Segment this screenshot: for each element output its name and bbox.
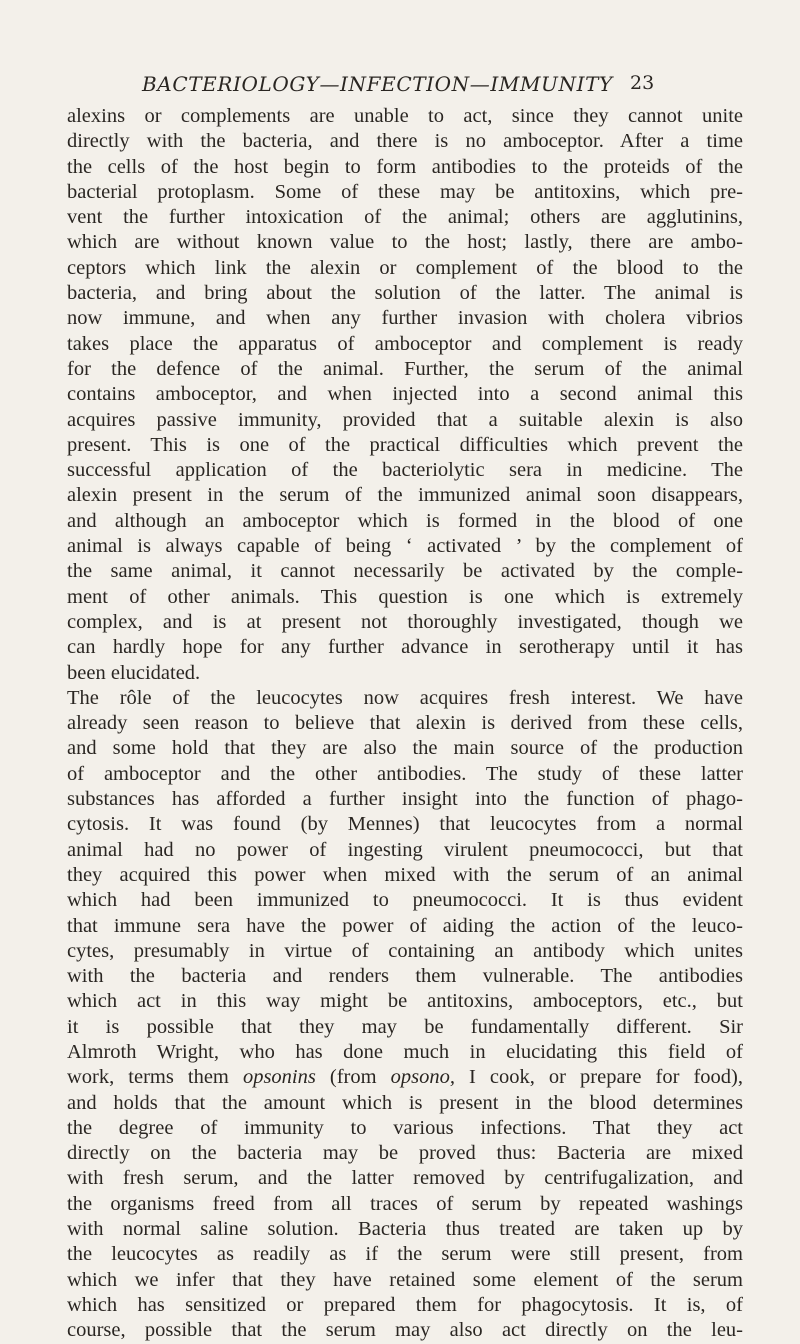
text-line: The rôle of the leucocytes now acquires fresh interest. We have <box>67 686 743 709</box>
text-line: course, possible that the serum may also act directly on the leu- <box>67 1319 743 1342</box>
text-line: cytosis. It was found (by Mennes) that leucocytes from a normal <box>67 813 743 836</box>
text-line: Almroth Wright, who has done much in elucidating this field of <box>67 1040 743 1063</box>
text-line: which act in this way might be antitoxins, amboceptors, etc., but <box>67 990 743 1013</box>
text-line: ment of other animals. This question is one which is extremely <box>67 585 743 608</box>
text-line: substances has afforded a further insight into the function of phago- <box>67 788 743 811</box>
text-line: directly on the bacteria may be proved thus: Bacteria are mixed <box>67 1142 743 1165</box>
text-line: contains amboceptor, and when injected into a second animal this <box>67 383 743 406</box>
text-line: of amboceptor and the other antibodies. The study of these latter <box>67 762 743 785</box>
text-line: and some hold that they are also the main source of the production <box>67 737 743 760</box>
running-title: BACTERIOLOGY—INFECTION—IMMUNITY <box>142 72 613 96</box>
text-line: that immune sera have the power of aiding the action of the leuco- <box>67 914 743 937</box>
text-line: and holds that the amount which is present in the blood determines <box>67 1091 743 1114</box>
page-number: 23 <box>630 72 655 94</box>
text-line: vent the further intoxication of the animal; others are agglutinins, <box>67 206 743 229</box>
paragraph-2 <box>67 686 743 1344</box>
text-line: which are without known value to the host; lastly, there are ambo- <box>67 231 743 254</box>
running-head <box>0 72 800 98</box>
text-line-opsonins <box>67 1065 743 1090</box>
text-line: for the defence of the animal. Further, the serum of the animal <box>67 357 743 380</box>
text-line: the organisms freed from all traces of serum by repeated washings <box>67 1192 743 1215</box>
text-line: been elucidated. <box>67 661 201 684</box>
text-line: the cells of the host begin to form antibodies to the proteids of the <box>67 155 743 178</box>
text-segment: (from <box>315 1066 391 1089</box>
text-line: acquires passive immunity, provided that a suitable alexin is also <box>67 408 743 431</box>
text-line: which has sensitized or prepared them for phagocytosis. It is, of <box>67 1293 743 1316</box>
text-line: directly with the bacteria, and there is no amboceptor. After a time <box>67 130 743 153</box>
text-line: bacterial protoplasm. Some of these may be antitoxins, which pre- <box>67 180 743 203</box>
text-line: can hardly hope for any further advance in serotherapy until it has <box>67 636 743 659</box>
term-opsono: opsono, <box>390 1066 455 1089</box>
text-line: they acquired this power when mixed with the serum of an animal <box>67 863 743 886</box>
text-line: and although an amboceptor which is formed in the blood of one <box>67 509 743 532</box>
text-line: complex, and is at present not thoroughly investigated, though we <box>67 610 743 633</box>
text-line: with the bacteria and renders them vulnerable. The antibodies <box>67 965 743 988</box>
text-line: which had been immunized to pneumococci. It is thus evident <box>67 889 743 912</box>
text-line: the leucocytes as readily as if the serum were still present, from <box>67 1243 743 1266</box>
text-line: with fresh serum, and the latter removed by centrifugalization, and <box>67 1167 743 1190</box>
text-line: already seen reason to believe that alexin is derived from these cells, <box>67 712 743 735</box>
text-line: takes place the apparatus of amboceptor and complement is ready <box>67 332 743 355</box>
text-line: bacteria, and bring about the solution of the latter. The animal is <box>67 282 743 305</box>
text-segment: I cook, or prepare for food), <box>454 1066 743 1089</box>
text-line: successful application of the bacteriolytic sera in medicine. The <box>67 459 743 482</box>
text-line: alexin present in the serum of the immunized animal soon disappears, <box>67 484 743 507</box>
text-line: the same animal, it cannot necessarily be activated by the comple- <box>67 560 743 583</box>
text-line: now immune, and when any further invasion with cholera vibrios <box>67 307 743 330</box>
text-segment: work, terms them <box>67 1066 243 1089</box>
text-line: ceptors which link the alexin or complement of the blood to the <box>67 256 743 279</box>
text-line: animal is always capable of being ‘ activated ’ by the complement of <box>67 535 743 558</box>
text-line: alexins or complements are unable to act, since they cannot unite <box>67 105 743 127</box>
text-line: animal had no power of ingesting virulent pneumococci, but that <box>67 838 743 861</box>
term-opsonins: opsonins <box>242 1066 316 1089</box>
text-line: with normal saline solution. Bacteria thus treated are taken up by <box>67 1218 743 1241</box>
text-line: cytes, presumably in virtue of containing an antibody which unites <box>67 939 743 962</box>
text-line: present. This is one of the practical difficulties which prevent the <box>67 433 743 456</box>
text-line: it is possible that they may be fundamentally different. Sir <box>67 1015 743 1038</box>
paragraph-1 <box>67 104 743 686</box>
text-line: the degree of immunity to various infections. That they act <box>67 1116 743 1139</box>
body-text <box>67 104 743 1344</box>
text-line: which we infer that they have retained some element of the serum <box>67 1268 743 1291</box>
